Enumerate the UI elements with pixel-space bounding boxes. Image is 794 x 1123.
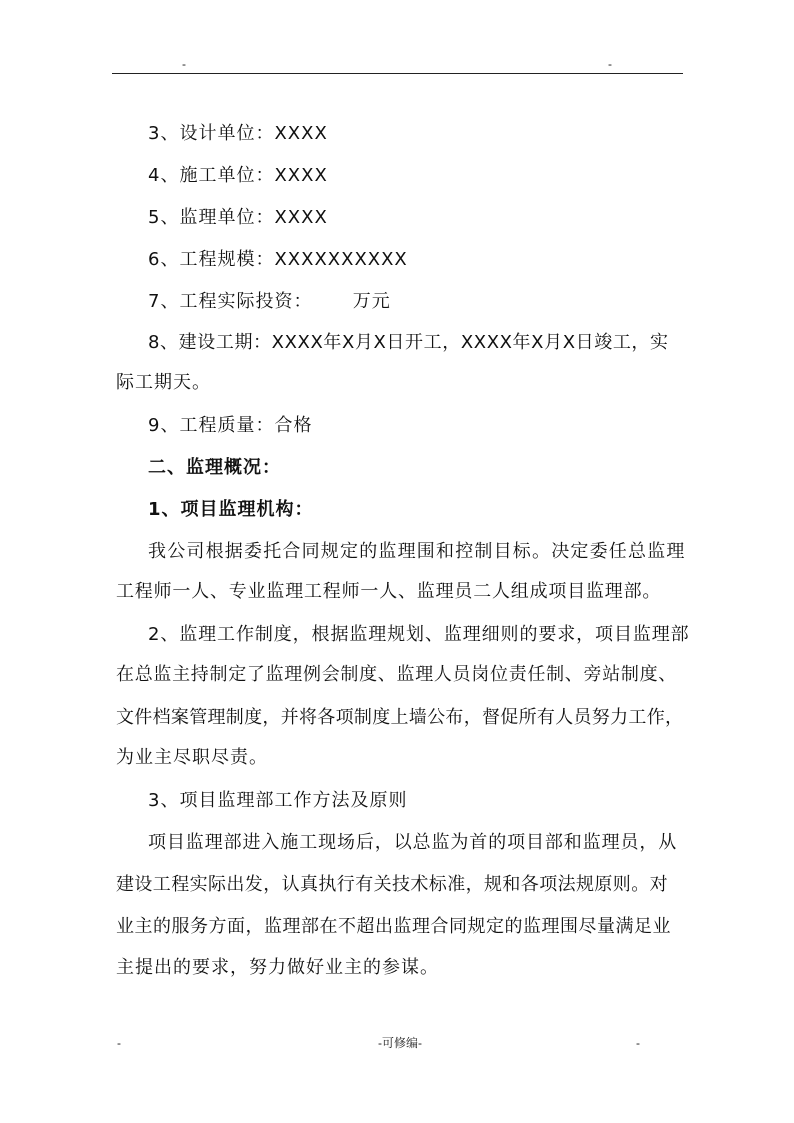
header-rule (112, 73, 683, 74)
subheading-working-methods: 3、项目监理部工作方法及原则 (148, 790, 408, 811)
item-construction-period: 8、建设工期：XXXX年X月X日开工，XXXX年X月X日竣工，实 (148, 332, 669, 353)
paragraph-line: 为业主尽职尽责。 (116, 747, 268, 768)
item-project-quality: 9、工程质量：合格 (148, 415, 313, 436)
item-project-scale: 6、工程规模：XXXXXXXXXX (148, 249, 408, 270)
paragraph-line: 主提出的要求，努力做好业主的参谋。 (116, 957, 439, 978)
item-actual-investment: 7、工程实际投资： 万元 (148, 291, 391, 312)
paragraph-line: 文件档案管理制度，并将各项制度上墙公布，督促所有人员努力工作， (116, 707, 684, 728)
header-left-mark: - (182, 57, 186, 71)
item-construction-period-cont: 际工期天。 (116, 372, 211, 393)
item-supervision-unit: 5、监理单位：XXXX (148, 207, 328, 228)
paragraph-line: 项目监理部进入施工现场后，以总监为首的项目部和监理员，从 (148, 832, 678, 853)
paragraph-line: 工程师一人、专业监理工程师一人、监理员二人组成项目监理部。 (116, 581, 662, 602)
footer-center-text: -可修编- (378, 1036, 422, 1050)
paragraph-line: 2、监理工作制度，根据监理规划、监理细则的要求，项目监理部 (148, 624, 690, 645)
section-heading-supervision: 二、监理概况： (148, 457, 281, 478)
paragraph-line: 我公司根据委托合同规定的监理围和控制目标。决定委任总监理 (148, 541, 686, 562)
item-design-unit: 3、设计单位：XXXX (148, 123, 328, 144)
item-construction-unit: 4、施工单位：XXXX (148, 165, 328, 186)
subheading-project-organization: 1、项目监理机构： (148, 499, 314, 520)
footer-right-mark: - (636, 1036, 640, 1050)
header-right-mark: - (608, 57, 612, 71)
paragraph-line: 建设工程实际出发，认真执行有关技术标准，规和各项法规原则。对 (116, 874, 668, 895)
footer-left-mark: - (117, 1036, 121, 1050)
paragraph-line: 业主的服务方面，监理部在不超出监理合同规定的监理围尽量满足业 (116, 916, 671, 937)
paragraph-line: 在总监主持制定了监理例会制度、监理人员岗位责任制、旁站制度、 (116, 664, 677, 685)
